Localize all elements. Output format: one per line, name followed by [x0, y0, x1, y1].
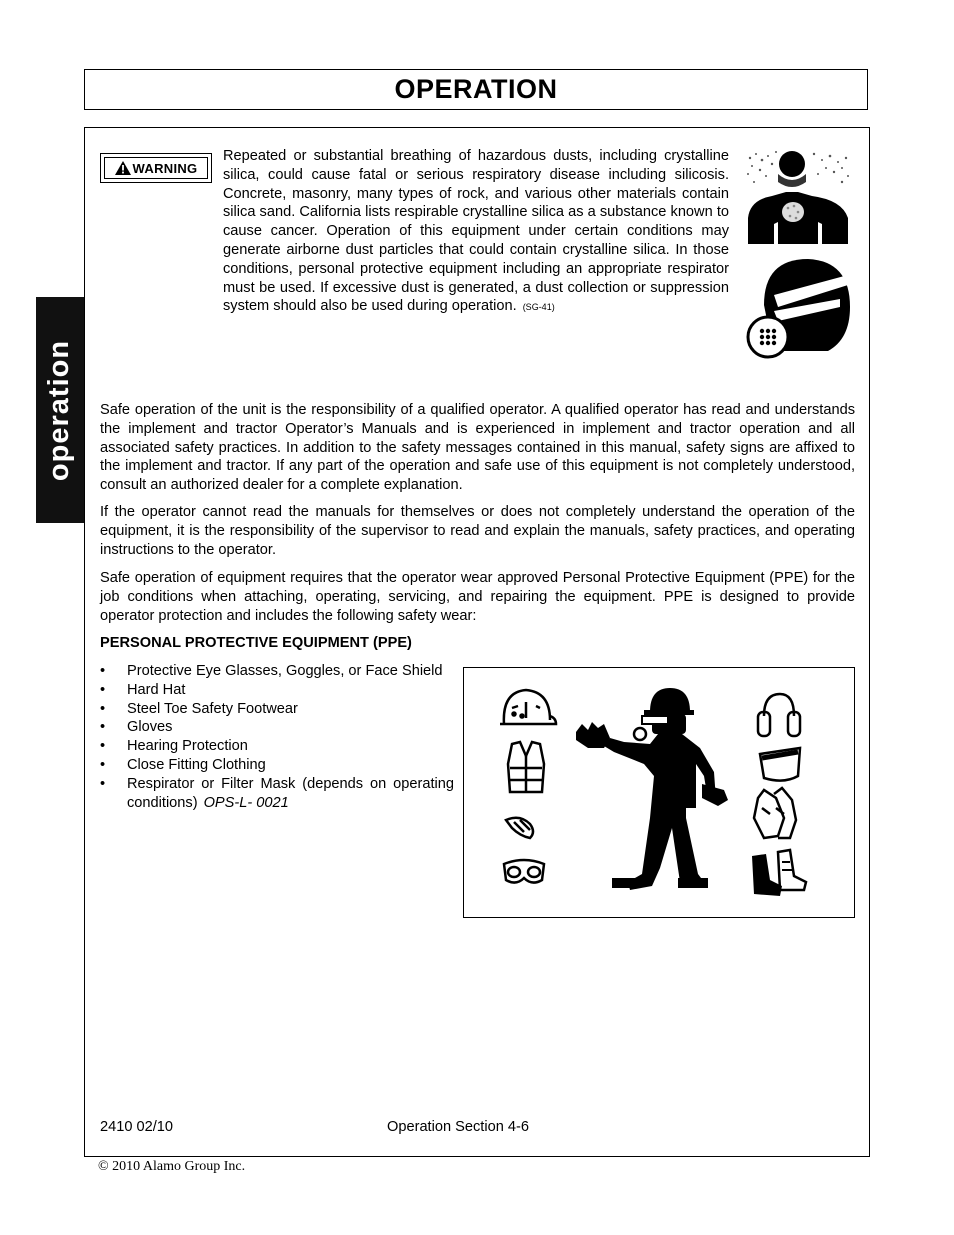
list-item: • Hard Hat: [100, 681, 186, 698]
list-item: • Gloves: [100, 719, 173, 736]
ppe-code: OPS-L- 0021: [203, 794, 289, 811]
respirator-mask-icon: [744, 255, 854, 361]
list-item: • Respirator or Filter Mask (depends on operating conditions) OPS-L- 0021: [100, 775, 454, 811]
ear-muffs-icon: [758, 694, 800, 736]
safety-vest-icon: [508, 742, 544, 792]
footer-model-date: 2410 02/10: [100, 1119, 174, 1135]
steel-toe-boots-icon: [752, 850, 806, 896]
ppe-list: [100, 662, 454, 812]
list-item: • Protective Eye Glasses, Goggles, or Face Shield: [100, 663, 443, 679]
warning-triangle-icon: [115, 161, 131, 175]
warning-text: Repeated or substantial breathing of hazardous dusts, including crystalline silica, could cause fatal or serious respiratory disease including silicosis. Concrete, masonry, many types of rock, and various other materials contain silica sand. California lists respirable crystalline silica as a substance known to cause cancer. Operation of this equipment under certain conditions may generate airborne dust particles that could contain crystalline silica. In those conditions, personal protective equipment including an appropriate respirator must be used. If excessive dust is generated, a dust collection or suppression system should also be used during operation.: [223, 148, 729, 315]
list-item: • Close Fitting Clothing: [100, 756, 266, 773]
warning-message: [223, 147, 729, 317]
warning-label: WARNING: [132, 160, 198, 176]
ear-plugs-icon: [506, 818, 533, 838]
hard-hat-icon: [500, 690, 556, 724]
ppe-heading: PERSONAL PROTECTIVE EQUIPMENT (PPE): [100, 635, 412, 651]
face-shield-icon: [760, 748, 800, 781]
warning-badge-inner: [104, 157, 208, 179]
section-side-tab: [36, 297, 84, 523]
page-header: [84, 69, 868, 110]
warning-badge: [100, 153, 212, 183]
footer-section: Operation Section 4-6: [387, 1119, 529, 1135]
warning-code: (SG-41): [522, 302, 555, 313]
paragraph-qualified-operator: Safe operation of the unit is the responsibility of a qualified operator. A qualified operator has read and understands the implement and tractor Operator’s Manuals and is experienced in implement and tractor operation and all associated safety practices. In addition to the safety messages contained in this manual, safety signs are affixed to the implement and tractor. If any part of the operation and safe use of this equipment is not completely understood, consult an authorized dealer for a complete explanation.: [100, 402, 855, 494]
list-item: • Hearing Protection: [100, 738, 248, 755]
worker-figure: [576, 688, 728, 890]
paragraph-ppe-intro: Safe operation of equipment requires that the operator wear approved Personal Protective Equipment (PPE) for the job conditions when attaching, operating, servicing, and repairing the equipment. PPE is designed to provide operator protection and includes the following safety wear:: [100, 570, 855, 624]
dust-inhalation-icon: [742, 148, 854, 248]
copyright: © 2010 Alamo Group Inc.: [98, 1159, 246, 1174]
page-title: OPERATION: [394, 74, 558, 104]
list-item: • Steel Toe Safety Footwear: [100, 700, 298, 717]
side-tab-label: operation: [43, 339, 76, 481]
ppe-illustration: [463, 667, 855, 918]
gloves-icon: [754, 788, 796, 838]
safety-goggles-icon: [504, 860, 544, 883]
paragraph-supervisor: If the operator cannot read the manuals for themselves or does not completely understand the operation of the equipment, it is the responsibility of the supervisor to read and explain the manuals, safety practices, and operating instructions to the operator.: [100, 504, 855, 558]
